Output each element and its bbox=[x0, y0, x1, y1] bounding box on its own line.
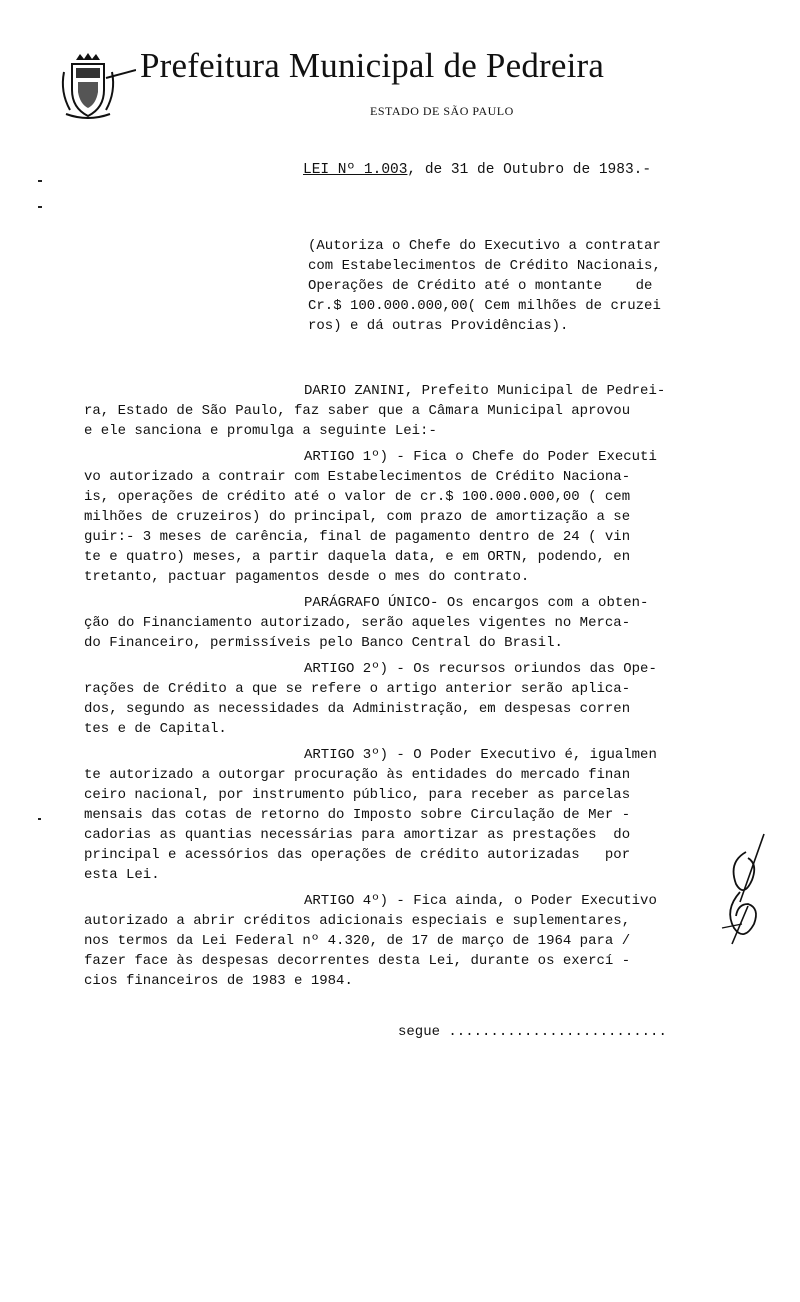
text-line: ra, Estado de São Paulo, faz saber que a Câmara Municipal aprovou bbox=[84, 403, 631, 419]
text-line: ção do Financiamento autorizado, serão aqueles vigentes no Merca- bbox=[84, 615, 631, 631]
text-line: te autorizado a outorgar procuração às entidades do mercado finan bbox=[84, 767, 631, 783]
summary-line: ros) e dá outras Providências). bbox=[308, 318, 569, 334]
text-line: autorizado a abrir créditos adicionais especiais e suplementares, bbox=[84, 913, 631, 929]
law-body bbox=[84, 381, 708, 997]
text-line: dos, segundo as necessidades da Administração, em despesas corren bbox=[84, 701, 631, 717]
text-line: is, operações de crédito até o valor de cr.$ 100.000.000,00 ( cem bbox=[84, 489, 631, 505]
text-line: tes e de Capital. bbox=[84, 721, 227, 737]
article-2-heading: ARTIGO 2º) - Os recursos oriundos das Ope- bbox=[304, 661, 657, 677]
text-line: DARIO ZANINI, Prefeito Municipal de Pedrei- bbox=[304, 383, 666, 399]
text-line: cadorias as quantias necessárias para amortizar as prestações do bbox=[84, 827, 631, 843]
article-3 bbox=[84, 745, 708, 885]
text-line: rações de Crédito a que se refere o artigo anterior serão aplica- bbox=[84, 681, 631, 697]
scan-mark bbox=[38, 180, 42, 182]
text-line: esta Lei. bbox=[84, 867, 160, 883]
signature-initials bbox=[718, 832, 776, 952]
text-line: guir:- 3 meses de carência, final de pagamento dentro de 24 ( vin bbox=[84, 529, 631, 545]
summary-line: (Autoriza o Chefe do Executivo a contratar bbox=[308, 238, 661, 254]
text-line: fazer face às despesas decorrentes desta Lei, durante os exercí - bbox=[84, 953, 631, 969]
municipal-crest-icon bbox=[58, 52, 136, 122]
page-title: Prefeitura Municipal de Pedreira bbox=[140, 46, 605, 85]
article-1 bbox=[84, 447, 708, 587]
article-2 bbox=[84, 659, 708, 739]
paragraph-unico-heading: PARÁGRAFO ÚNICO- Os encargos com a obten- bbox=[304, 595, 649, 611]
summary-line: Cr.$ 100.000.000,00( Cem milhões de cruzei bbox=[308, 298, 661, 314]
paragraph-unico bbox=[84, 593, 708, 653]
law-heading bbox=[303, 162, 651, 178]
text-line: mensais das cotas de retorno do Imposto sobre Circulação de Mer - bbox=[84, 807, 631, 823]
text-line: vo autorizado a contrair com Estabelecimentos de Crédito Naciona- bbox=[84, 469, 631, 485]
article-4 bbox=[84, 891, 708, 991]
article-3-heading: ARTIGO 3º) - O Poder Executivo é, igualmen bbox=[304, 747, 657, 763]
text-line: ceiro nacional, por instrumento público, para receber as parcelas bbox=[84, 787, 631, 803]
state-subtitle: ESTADO DE SÃO PAULO bbox=[370, 104, 514, 118]
continuation-note: segue .......................... bbox=[398, 1024, 667, 1040]
summary-line: Operações de Crédito até o montante de bbox=[308, 278, 653, 294]
article-1-heading: ARTIGO 1º) - Fica o Chefe do Poder Executi bbox=[304, 449, 657, 465]
summary-line: com Estabelecimentos de Crédito Nacionais, bbox=[308, 258, 661, 274]
text-line: e ele sanciona e promulga a seguinte Lei:- bbox=[84, 423, 437, 439]
law-number: LEI Nº 1.003 bbox=[303, 162, 408, 178]
scan-mark bbox=[38, 206, 42, 208]
text-line: tretanto, pactuar pagamentos desde o mes do contrato. bbox=[84, 569, 530, 585]
text-line: principal e acessórios das operações de crédito autorizadas por bbox=[84, 847, 631, 863]
scan-mark bbox=[38, 818, 41, 820]
article-4-heading: ARTIGO 4º) - Fica ainda, o Poder Executivo bbox=[304, 893, 657, 909]
text-line: do Financeiro, permissíveis pelo Banco Central do Brasil. bbox=[84, 635, 563, 651]
law-summary bbox=[308, 236, 738, 336]
law-date: , de 31 de Outubro de 1983.- bbox=[407, 162, 652, 178]
intro-paragraph bbox=[84, 381, 708, 441]
text-line: cios financeiros de 1983 e 1984. bbox=[84, 973, 353, 989]
text-line: te e quatro) meses, a partir daquela data, e em ORTN, podendo, en bbox=[84, 549, 631, 565]
text-line: nos termos da Lei Federal nº 4.320, de 17 de março de 1964 para / bbox=[84, 933, 631, 949]
text-line: milhões de cruzeiros) do principal, com prazo de amortização a se bbox=[84, 509, 631, 525]
